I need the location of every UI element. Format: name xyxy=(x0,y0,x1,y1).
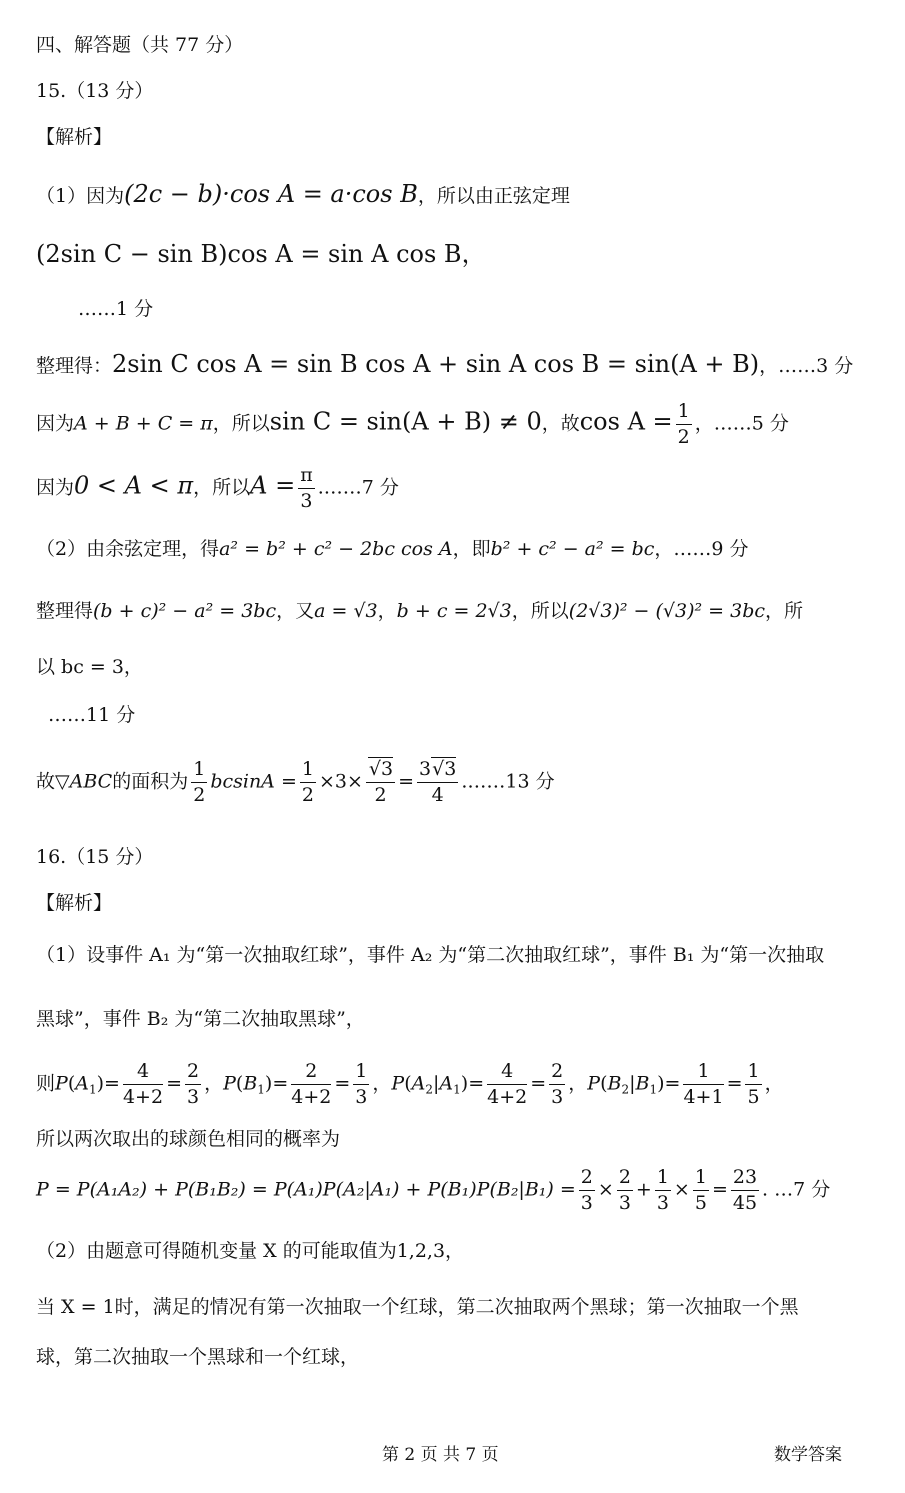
fraction: $\frac{√3}{2}$ xyxy=(366,760,395,805)
q16-same-color-line: 所以两次取出的球颜色相同的概率为 xyxy=(36,1128,341,1150)
q15-line5: 因为A + B + C = π，所以sin C = sin(A + B) ≠ 0，故cos A = $\frac{1}{2}$ ，……5 分 xyxy=(36,400,789,448)
fraction: $\frac{1}{2}$ xyxy=(677,400,690,448)
q15-area-line: 故▽ABC的面积为 $\frac{1}{2}$ bcsinA = $\frac{1}{2}$ ×3× $\frac{√3}{2}$ = $\frac{3√3}{4}$ .……13 分 xyxy=(36,758,555,806)
q15-score-1: ……1 分 xyxy=(78,298,154,320)
fraction: $\frac{23}{45}$ xyxy=(732,1166,758,1214)
q16-part3-line2: 球，第二次抽取一个黑球和一个红球， xyxy=(36,1346,360,1368)
fraction: $\frac{3√3}{4}$ xyxy=(419,758,457,806)
q15-part1-line2: (2sin C − sin B)cos A = sin A cos B， xyxy=(36,240,486,268)
q16-part3-line1: 当 X = 1时，满足的情况有第一次抽取一个红球，第二次抽取两个黑球；第一次抽取一个黑 xyxy=(36,1296,799,1318)
section-title: 四、解答题（共 77 分） xyxy=(36,34,244,56)
q15-header: 15.（13 分） xyxy=(36,80,154,102)
q16-part1-line1: （1）设事件 A₁ 为“第一次抽取红球”，事件 A₂ 为“第二次抽取红球”，事件 B₁ 为“第一次抽取 xyxy=(36,944,825,966)
q16-prob-line: 则$P(A_1)=$ $\frac{4}{4+2}$ = $\frac{2}{3}$ ，$P(B_1)=$ $\frac{2}{4+2}$ = $\frac{1}{3}$ ，$P(A_2|A_1)=$ $\frac{4}{4+2}$ = $\frac{2}{3}$ ，$P(B_2|B_1)=$ $\frac{1}{4+1}$ = $\frac{1}{5}$ ， xyxy=(36,1060,784,1108)
fraction: $\frac{\pi}{3}$ xyxy=(300,464,313,512)
page-number: 第 2 页 共 7 页 xyxy=(382,1445,499,1465)
fraction: $\frac{1}{2}$ xyxy=(301,758,314,806)
q15-part1-expr: (2c − b)·cos A = a·cos B xyxy=(124,180,418,208)
q15-line8: 整理得(b + c)² − a² = 3bc，又a = √3，b + c = 2√3，所以(2√3)² − (√3)² = 3bc，所 xyxy=(36,600,804,622)
q15-line9: 以 bc = 3， xyxy=(36,656,143,678)
q16-part2-line: （2）由题意可得随机变量 X 的可能取值为1,2,3， xyxy=(36,1240,465,1262)
triangle-symbol: ▽ABC xyxy=(55,770,113,793)
subject-label: 数学答案 xyxy=(774,1445,842,1465)
q15-score-11: ……11 分 xyxy=(48,704,136,726)
q16-header: 16.（15 分） xyxy=(36,846,154,868)
q15-line6: 因为0 < A < π，所以A = $\frac{\pi}{3}$ .……7 分 xyxy=(36,464,399,512)
q15-line4: 整理得：2sin C cos A = sin B cos A + sin A cos B = sin(A + B)，……3 分 xyxy=(36,350,854,378)
q15-part2-line: （2）由余弦定理，得a² = b² + c² − 2bc cos A，即b² + c² − a² = bc，……9 分 xyxy=(36,538,749,560)
q15-part1-line1: （1）因为(2c − b)·cos A = a·cos B，所以由正弦定理 xyxy=(36,180,570,208)
fraction: $\frac{1}{2}$ xyxy=(193,758,206,806)
q15-analysis-label: 【解析】 xyxy=(36,126,113,148)
q16-part1-line2: 黑球”，事件 B₂ 为“第二次抽取黑球”， xyxy=(36,1008,365,1030)
q16-total-prob-line: P = P(A₁A₂) + P(B₁B₂) = P(A₁)P(A₂|A₁) + P(B₁)P(B₂|B₁) = $\frac{2}{3}$ × $\frac{2}{3}$ + $\frac{1}{3}$ × $\frac{1}{5}$ = $\frac{23}{45}$ . …7 分 xyxy=(36,1166,831,1214)
q16-analysis-label: 【解析】 xyxy=(36,892,113,914)
